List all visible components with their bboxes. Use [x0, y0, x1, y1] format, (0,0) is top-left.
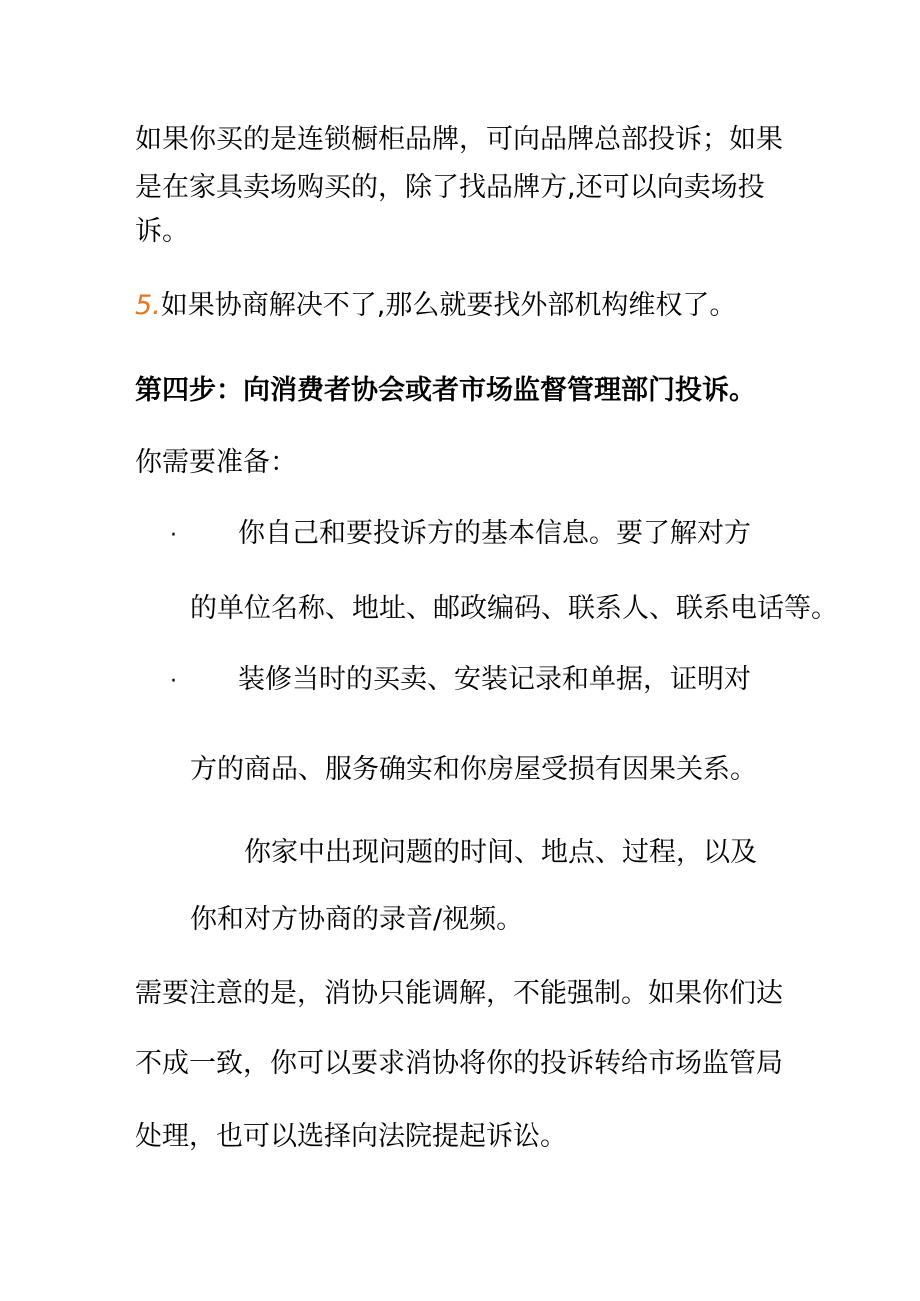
bullet-dot: ·	[170, 669, 177, 694]
bullet-item-line: 你自己和要投诉方的基本信息。要了解对方	[238, 518, 751, 549]
bullet-item-line: 你和对方协商的录音/视频。	[190, 904, 524, 935]
note-line: 不成一致，你可以要求消协将你的投诉转给市场监管局	[135, 1048, 783, 1079]
list-item-5	[135, 289, 736, 323]
step-heading: 第四步：向消费者协会或者市场监督管理部门投诉。	[135, 375, 756, 406]
bullet-dot: ·	[170, 523, 177, 548]
list-item-text: 如果协商解决不了,那么就要找外部机构维权了。	[160, 290, 737, 321]
bullet-item-line: 你家中出现问题的时间、地点、过程，以及	[244, 837, 757, 868]
paragraph-line: 是在家具卖场购买的，除了找品牌方,还可以向卖场投	[135, 172, 765, 203]
bullet-item-line: 方的商品、服务确实和你房屋受损有因果关系。	[190, 754, 757, 785]
paragraph-line: 如果你买的是连锁橱柜品牌，可向品牌总部投诉；如果	[135, 124, 783, 155]
paragraph-line: 诉。	[135, 216, 189, 247]
list-number: 5.	[135, 290, 161, 321]
bullet-item-line: 的单位名称、地址、邮政编码、联系人、联系电话等。	[190, 593, 838, 624]
note-line: 处理，也可以选择向法院提起诉讼。	[135, 1121, 567, 1152]
note-line: 需要注意的是，消协只能调解，不能强制。如果你们达	[135, 978, 783, 1009]
bullet-item-line: 装修当时的买卖、安装记录和单据，证明对	[238, 664, 751, 695]
prepare-label: 你需要准备：	[135, 447, 297, 478]
